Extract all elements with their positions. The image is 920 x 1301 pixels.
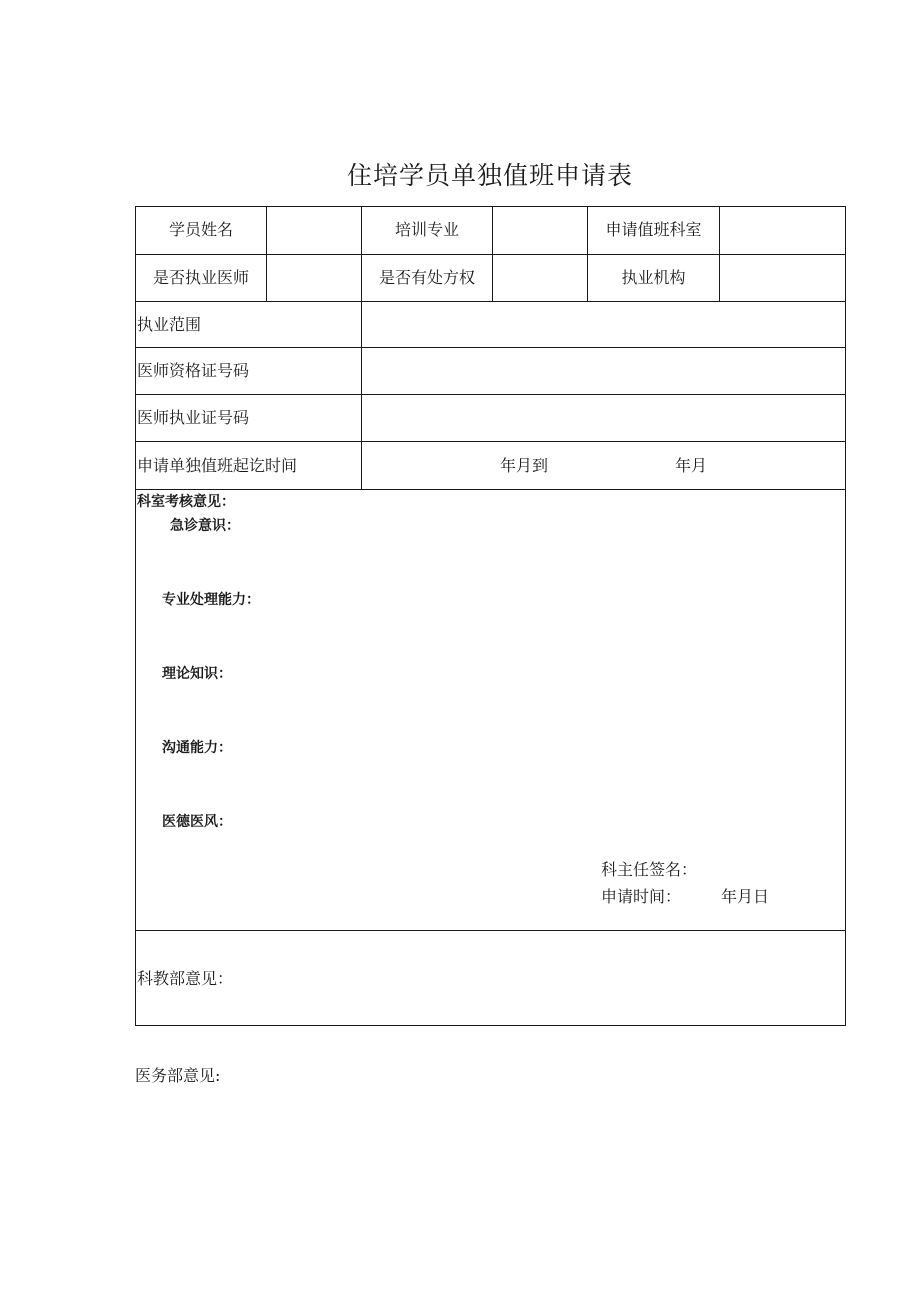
- student-name-label: 学员姓名: [168, 220, 233, 239]
- apply-time-label: 申请时间：: [601, 887, 682, 906]
- apply-date-text: 年月日: [721, 887, 770, 906]
- medical-ethics-label: 医德医风：: [162, 814, 232, 830]
- dept-review-heading: 科室考核意见：: [137, 494, 235, 510]
- theory-knowledge-label: 理论知识：: [162, 666, 232, 682]
- table-border-bottom: [135, 1025, 846, 1026]
- license-no-field[interactable]: [362, 395, 845, 441]
- has-prescription-label: 是否有处方权: [378, 268, 475, 287]
- page-title: 住培学员单独值班申请表: [346, 161, 633, 190]
- row-divider: [135, 930, 846, 931]
- director-signature-label: 科主任签名：: [601, 860, 698, 879]
- license-no-label: 医师执业证号码: [137, 408, 250, 427]
- practice-institution-field[interactable]: [720, 255, 845, 301]
- edu-review-label: 科教部意见：: [137, 969, 234, 988]
- has-prescription-field[interactable]: [493, 255, 587, 301]
- communication-ability-label: 沟通能力：: [162, 740, 232, 756]
- table-border-right: [845, 206, 846, 1026]
- qualification-no-field[interactable]: [362, 348, 845, 394]
- practice-institution-label: 执业机构: [621, 268, 686, 287]
- apply-department-field[interactable]: [720, 207, 845, 254]
- period-from-text: 年月到: [500, 456, 549, 475]
- duty-period-label: 申请单独值班起讫时间: [137, 456, 298, 475]
- is-licensed-field[interactable]: [267, 255, 361, 301]
- is-licensed-label: 是否执业医师: [152, 268, 249, 287]
- table-border-left: [135, 206, 136, 1026]
- row-divider: [135, 489, 846, 490]
- practice-scope-label: 执业范围: [137, 315, 202, 334]
- medical-affairs-review-label: 医务部意见:: [135, 1066, 221, 1085]
- apply-department-label: 申请值班科室: [605, 220, 702, 239]
- practice-scope-field[interactable]: [362, 302, 845, 347]
- training-major-label: 培训专业: [394, 220, 459, 239]
- qualification-no-label: 医师资格证号码: [137, 361, 250, 380]
- emergency-awareness-label: 急诊意识：: [170, 518, 240, 534]
- professional-ability-label: 专业处理能力：: [162, 592, 260, 608]
- student-name-field[interactable]: [267, 207, 361, 254]
- period-to-text: 年月: [675, 456, 708, 475]
- training-major-field[interactable]: [493, 207, 587, 254]
- row-divider: [135, 441, 846, 442]
